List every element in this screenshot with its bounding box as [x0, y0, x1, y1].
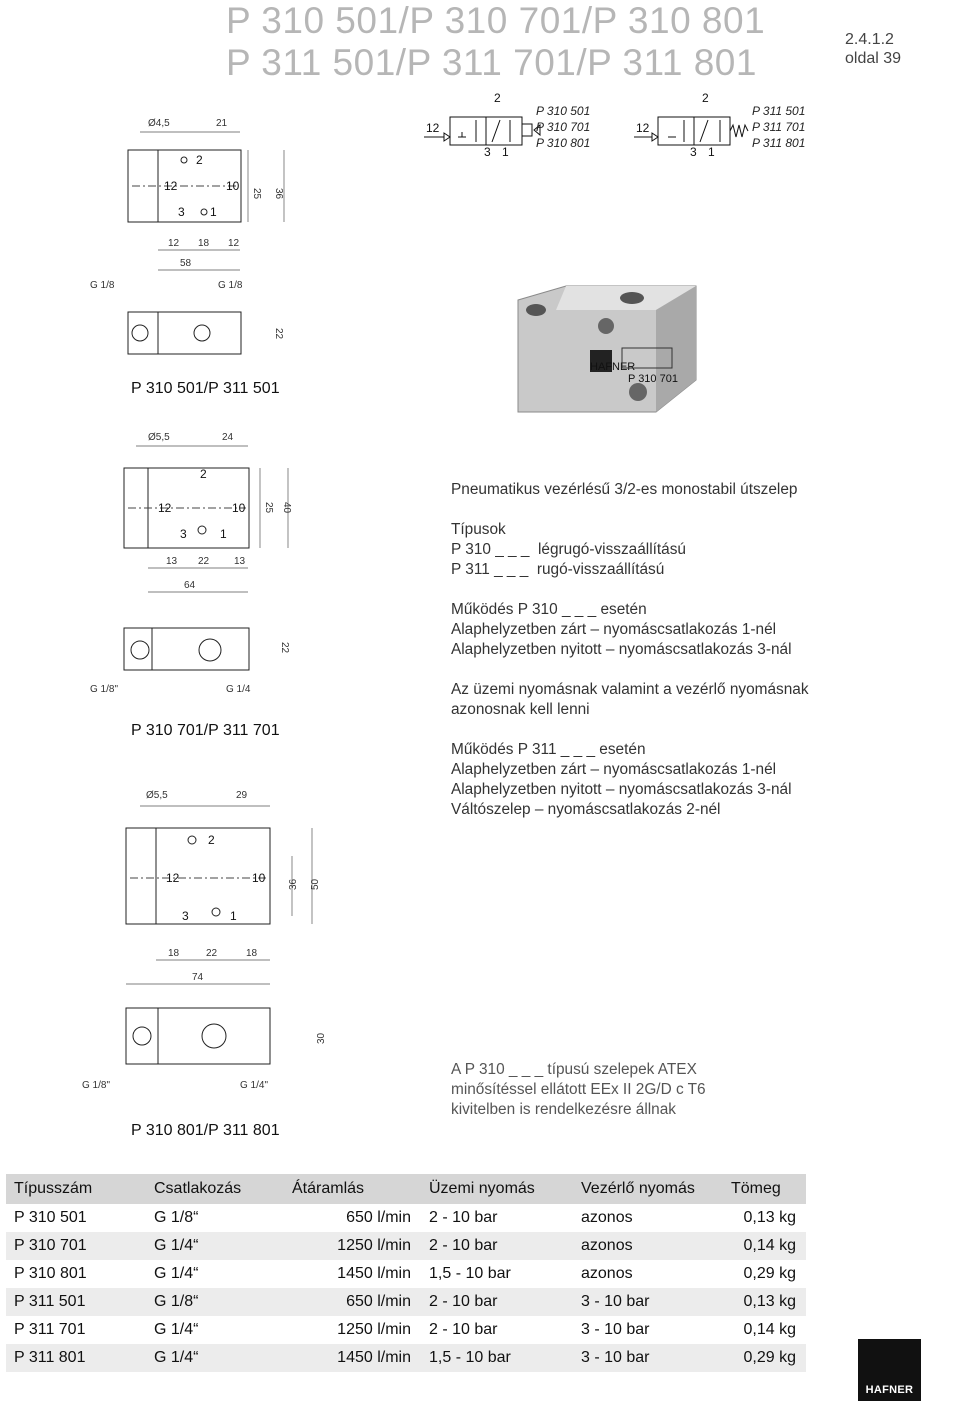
cell-type: P 310 801	[14, 1265, 87, 1282]
valve-symbol-p311	[630, 92, 750, 162]
op310-line2: Alaphelyzetben nyitott – nyomáscsatlakozás 3-nál	[451, 641, 792, 658]
dim-501-b2: 18	[198, 238, 210, 249]
note-line1: Az üzemi nyomásnak valamint a vezérlő nyomásnak	[451, 681, 809, 698]
atex-line2: minősítéssel ellátott EEx II 2G/D c T6	[451, 1081, 706, 1098]
table-row	[6, 1204, 806, 1232]
title-line-2: P 311 501/P 311 701/P 311 801	[226, 42, 757, 83]
cell-control-pressure: 3 - 10 bar	[573, 1288, 723, 1316]
code-p310-501: P 310 501	[536, 104, 591, 118]
cell-operating-pressure: 2 - 10 bar	[429, 1321, 498, 1338]
port-501-3: 3	[178, 205, 185, 219]
cell-type: P 310 701	[6, 1232, 146, 1260]
caption-p801: P 310 801/P 311 801	[131, 1122, 280, 1139]
code-p311-801: P 311 801	[752, 136, 806, 150]
note-line2: azonosnak kell lenni	[451, 701, 590, 718]
port-801-2: 2	[208, 833, 215, 847]
cell-weight: 0,13 kg	[743, 1209, 796, 1226]
cell-control-pressure: azonos	[581, 1209, 633, 1226]
dim-501-h1: 25	[251, 188, 262, 200]
valve-photo	[506, 280, 706, 420]
drawing-p501	[80, 110, 340, 370]
cell-control-pressure: 3 - 10 bar	[581, 1321, 650, 1338]
dim-701-width: 24	[222, 432, 234, 443]
photo-label: P 310 701	[628, 373, 678, 385]
thread-801-right: G 1/4"	[240, 1080, 269, 1091]
valve-symbol-p310	[420, 92, 550, 162]
types-title: Típusok	[451, 521, 506, 538]
logo-text: HAFNER	[865, 1384, 914, 1396]
symbol-port-2-left: 2	[494, 91, 501, 105]
caption-p501: P 310 501/P 311 501	[131, 380, 280, 397]
dim-701-total: 64	[184, 580, 196, 591]
op311-line2: Alaphelyzetben nyitott – nyomáscsatlakozás 3-nál	[451, 781, 792, 798]
atex-note	[451, 1060, 706, 1120]
page-number: oldal 39	[845, 50, 902, 67]
description	[451, 480, 809, 820]
dim-501-width: 21	[216, 118, 228, 129]
op310-line1: Alaphelyzetben zárt – nyomáscsatlakozás 1-nél	[451, 621, 777, 638]
table-header-row	[6, 1174, 806, 1204]
title-line-1: P 310 501/P 310 701/P 310 801	[226, 0, 766, 41]
atex-line3: kivitelben is rendelkezésre állnak	[451, 1101, 676, 1118]
cell-flow: 1450 l/min	[284, 1344, 421, 1372]
dim-801-hole: Ø5,5	[146, 790, 168, 801]
code-p311-701: P 311 701	[752, 120, 806, 134]
col-type: Típusszám	[6, 1174, 146, 1204]
dim-801-total: 74	[192, 972, 204, 983]
symbol-port-3-right: 3	[690, 145, 697, 159]
dim-801-height: 30	[316, 1032, 327, 1044]
port-701-1: 1	[220, 527, 227, 541]
cell-type: P 310 501	[14, 1209, 87, 1226]
cell-control-pressure: azonos	[573, 1232, 723, 1260]
dim-801-b1: 18	[168, 948, 180, 959]
table-row	[6, 1288, 806, 1316]
port-701-12: 12	[158, 501, 172, 515]
dim-501-total: 58	[180, 258, 192, 269]
cell-flow: 650 l/min	[346, 1209, 411, 1226]
dim-701-h2: 40	[281, 502, 292, 514]
col-control-pressure: Vezérlő nyomás	[573, 1174, 723, 1204]
cell-connection: G 1/8“	[154, 1209, 199, 1226]
cell-weight: 0,14 kg	[723, 1232, 806, 1260]
dim-801-b3: 18	[246, 948, 258, 959]
port-801-3: 3	[182, 909, 189, 923]
port-801-12: 12	[166, 871, 180, 885]
symbol-port-3-left: 3	[484, 145, 491, 159]
table-row	[6, 1260, 806, 1288]
port-801-10: 10	[252, 871, 266, 885]
cell-weight: 0,29 kg	[743, 1265, 796, 1282]
dim-701-hole: Ø5,5	[148, 432, 170, 443]
code-p310-801: P 310 801	[536, 136, 591, 150]
type-311: P 311 _ _ _ rugó-visszaállítású	[451, 561, 665, 578]
code-p310-701: P 310 701	[536, 120, 591, 134]
cell-flow: 650 l/min	[284, 1288, 421, 1316]
dim-801-h1: 36	[288, 878, 299, 890]
thread-701-right: G 1/4	[226, 684, 251, 695]
cell-operating-pressure: 2 - 10 bar	[421, 1232, 573, 1260]
drawing-p801	[80, 786, 340, 1096]
port-701-2: 2	[200, 467, 207, 481]
cell-operating-pressure: 1,5 - 10 bar	[421, 1344, 573, 1372]
port-501-1: 1	[210, 205, 217, 219]
atex-line1: A P 310 _ _ _ típusú szelepek ATEX	[451, 1061, 697, 1078]
thread-701-left: G 1/8"	[90, 684, 119, 695]
cell-connection: G 1/8“	[146, 1288, 284, 1316]
dim-801-b2: 22	[206, 948, 218, 959]
cell-type: P 311 501	[6, 1288, 146, 1316]
symbol-codes-p311	[752, 103, 805, 151]
cell-operating-pressure: 2 - 10 bar	[421, 1288, 573, 1316]
cell-type: P 311 701	[14, 1321, 86, 1338]
col-connection: Csatlakozás	[146, 1174, 284, 1204]
port-501-12: 12	[164, 179, 178, 193]
thread-501-left: G 1/8	[90, 280, 115, 291]
hafner-logo	[858, 1339, 921, 1401]
cell-connection: G 1/4“	[146, 1344, 284, 1372]
dim-501-b1: 12	[168, 238, 180, 249]
port-701-10: 10	[232, 501, 246, 515]
cell-control-pressure: azonos	[581, 1265, 633, 1282]
port-501-2: 2	[196, 153, 203, 167]
table-row	[6, 1232, 806, 1260]
cell-operating-pressure: 1,5 - 10 bar	[429, 1265, 511, 1282]
cell-type: P 311 801	[6, 1344, 146, 1372]
op311-line3: Váltószelep – nyomáscsatlakozás 2-nél	[451, 801, 721, 818]
cell-flow: 1250 l/min	[284, 1232, 421, 1260]
dim-701-h1: 25	[263, 502, 274, 514]
code-p311-501: P 311 501	[752, 104, 806, 118]
symbol-port-2-right: 2	[702, 91, 709, 105]
dim-801-width: 29	[236, 790, 248, 801]
thread-801-left: G 1/8"	[82, 1080, 111, 1091]
table-row	[6, 1344, 806, 1372]
photo-brand: HAFNER	[590, 361, 636, 373]
dim-701-b2: 22	[198, 556, 210, 567]
dim-701-b1: 13	[166, 556, 178, 567]
op311-title: Működés P 311 _ _ _ esetén	[451, 741, 646, 758]
dim-801-h2: 50	[310, 878, 321, 890]
section-number: 2.4.1.2	[845, 31, 894, 48]
col-weight: Tömeg	[723, 1174, 806, 1204]
page-title	[226, 0, 765, 84]
dim-501-h2: 36	[273, 188, 284, 200]
cell-flow: 1250 l/min	[337, 1321, 411, 1338]
spec-table	[6, 1174, 806, 1372]
cell-weight: 0,14 kg	[743, 1321, 796, 1338]
thread-501-right: G 1/8	[218, 280, 243, 291]
cell-connection: G 1/4“	[146, 1232, 284, 1260]
port-701-3: 3	[180, 527, 187, 541]
symbol-codes-p310	[536, 103, 590, 151]
table-row	[6, 1316, 806, 1344]
dim-501-b3: 12	[228, 238, 240, 249]
symbol-port-1-right: 1	[708, 145, 715, 159]
cell-weight: 0,13 kg	[723, 1288, 806, 1316]
col-flow: Átáramlás	[284, 1174, 421, 1204]
dim-501-height: 22	[273, 328, 284, 340]
cell-control-pressure: 3 - 10 bar	[573, 1344, 723, 1372]
cell-connection: G 1/4“	[154, 1321, 199, 1338]
drawing-p701	[88, 428, 308, 708]
cell-connection: G 1/4“	[154, 1265, 199, 1282]
cell-weight: 0,29 kg	[723, 1344, 806, 1372]
dim-701-height: 22	[279, 642, 290, 654]
caption-p701: P 310 701/P 311 701	[131, 722, 280, 739]
dim-701-b3: 13	[234, 556, 246, 567]
symbol-port-12-right: 12	[636, 121, 650, 135]
type-310: P 310 _ _ _ légrugó-visszaállítású	[451, 541, 686, 558]
symbol-port-1-left: 1	[502, 145, 509, 159]
symbol-port-12-left: 12	[426, 121, 440, 135]
description-heading: Pneumatikus vezérlésű 3/2-es monostabil útszelep	[451, 481, 798, 498]
dim-501-hole: Ø4,5	[148, 118, 170, 129]
cell-flow: 1450 l/min	[337, 1265, 411, 1282]
op311-line1: Alaphelyzetben zárt – nyomáscsatlakozás 1-nél	[451, 761, 777, 778]
op310-title: Működés P 310 _ _ _ esetén	[451, 601, 647, 618]
cell-operating-pressure: 2 - 10 bar	[429, 1209, 498, 1226]
port-501-10: 10	[226, 179, 240, 193]
col-operating-pressure: Üzemi nyomás	[421, 1174, 573, 1204]
port-801-1: 1	[230, 909, 237, 923]
